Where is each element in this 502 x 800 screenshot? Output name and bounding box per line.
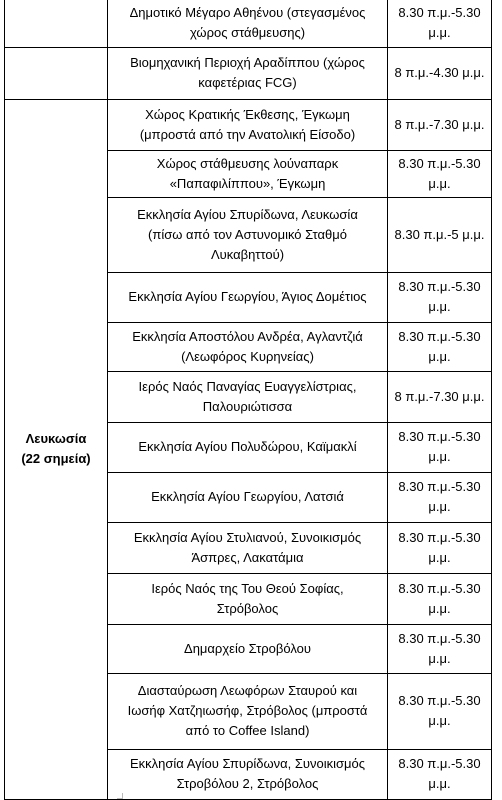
hours-line: 8.30 π.μ.-5.30 <box>398 630 481 646</box>
location-cell <box>108 624 388 673</box>
hours-line: 8.30 π.μ.-5 μ.μ. <box>394 226 485 242</box>
hours-line: μ.μ. <box>428 499 451 514</box>
location-line: Διασταύρωση Λεωφόρων Σταυρού και <box>137 683 358 698</box>
location-line: Ιερός Ναός Παναγίας Ευαγγελίστριας, <box>138 378 357 394</box>
location-cell <box>108 573 388 624</box>
hours-line: μ.μ. <box>428 549 451 565</box>
location-line: Στροβόλου 2, Στρόβολος <box>176 776 319 791</box>
hours-line: μ.μ. <box>428 776 451 791</box>
location-line: Στρόβολος <box>216 600 279 616</box>
hours-line: μ.μ. <box>428 449 451 464</box>
location-line: (Λεωφόρος Κυρηνείας) <box>181 348 314 364</box>
region-cell <box>5 99 108 799</box>
hours-line: 8.30 π.μ.-5.30 <box>398 155 481 171</box>
location-line: (μπροστά από την Ανατολική Είσοδο) <box>139 126 356 142</box>
location-line: από το Coffee Island) <box>185 723 310 738</box>
hours-line: 8.30 π.μ.-5.30 <box>398 529 481 545</box>
location-line: καφετέριας FCG) <box>198 75 297 90</box>
hours-line: 8.30 π.μ.-5.30 <box>398 429 481 444</box>
table-body <box>5 0 492 799</box>
location-cell <box>108 47 388 99</box>
location-cell <box>108 272 388 322</box>
location-cell <box>108 99 388 150</box>
location-line: «Παπαφιλίππου», Έγκωμη <box>169 175 326 191</box>
location-line: Εκκλησία Αγίου Στυλιανού, Συνοικισμός <box>133 529 362 545</box>
hours-cell <box>388 150 492 197</box>
region-count: (22 σημεία) <box>21 451 91 466</box>
voting-locations-table <box>4 0 492 800</box>
location-line: Εκκλησία Αγίου Πολυδώρου, Καϊμακλί <box>138 439 357 454</box>
table-row <box>5 0 492 47</box>
hours-cell <box>388 624 492 673</box>
hours-cell <box>388 472 492 522</box>
hours-cell <box>388 272 492 322</box>
location-line: Βιομηχανική Περιοχή Αραδίππου (χώρος <box>130 55 365 70</box>
hours-cell <box>388 673 492 749</box>
hours-line: 8 π.μ.-4.30 μ.μ. <box>394 65 485 80</box>
hours-line: μ.μ. <box>428 650 451 666</box>
hours-line: 8.30 π.μ.-5.30 <box>398 580 481 596</box>
location-line: Εκκλησία Αγίου Γεωργίου, Άγιος Δομέτιος <box>128 289 367 304</box>
hours-cell <box>388 322 492 371</box>
location-cell <box>108 197 388 272</box>
location-cell <box>108 371 388 422</box>
location-cell <box>108 749 388 799</box>
hours-line: 8.30 π.μ.-5.30 <box>398 279 481 294</box>
table-row <box>5 99 492 150</box>
region-cell-previous <box>5 47 108 99</box>
location-line: Εκκλησία Αγίου Σπυρίδωνα, Συνοικισμός <box>129 756 366 771</box>
location-line: Ιερός Ναός της Του Θεού Σοφίας, <box>151 580 344 596</box>
hours-line: 8.30 π.μ.-5.30 <box>398 328 481 344</box>
hours-line: μ.μ. <box>428 713 451 728</box>
location-line: Ιωσήφ Χατζηιωσήφ, Στρόβολος (μπροστά <box>127 703 368 718</box>
hours-cell <box>388 99 492 150</box>
location-line: Παλουριώτισσα <box>202 398 293 414</box>
table-row <box>5 47 492 99</box>
hours-line: μ.μ. <box>428 175 451 191</box>
location-cell <box>108 472 388 522</box>
hours-line: 8 π.μ.-7.30 μ.μ. <box>394 116 485 132</box>
location-line: Λυκαβηττού) <box>210 246 285 262</box>
hours-line: 8 π.μ.-7.30 μ.μ. <box>394 388 485 404</box>
region-cell-previous <box>5 0 108 47</box>
location-line: χώρος στάθμευσης) <box>189 25 306 41</box>
location-cell <box>108 0 388 47</box>
hours-line: μ.μ. <box>428 299 451 314</box>
location-cell <box>108 150 388 197</box>
region-name: Λευκωσία <box>25 431 87 446</box>
hours-cell <box>388 522 492 573</box>
hours-cell <box>388 371 492 422</box>
location-line: Εκκλησία Αγίου Σπυρίδωνα, Λευκωσία <box>137 206 358 222</box>
hours-cell <box>388 749 492 799</box>
location-cell <box>108 522 388 573</box>
location-line: Εκκλησία Αγίου Γεωργίου, Λατσιά <box>151 489 344 504</box>
hours-cell <box>388 0 492 47</box>
location-cell <box>108 673 388 749</box>
location-cell <box>108 422 388 472</box>
location-line: Εκκλησία Αποστόλου Ανδρέα, Αγλαντζιά <box>132 328 363 344</box>
hours-cell <box>388 422 492 472</box>
location-cell <box>108 322 388 371</box>
paragraph-mark <box>117 793 123 799</box>
hours-cell <box>388 573 492 624</box>
location-line: Χώρος Κρατικής Έκθεσης, Έγκωμη <box>145 106 350 122</box>
hours-line: 8.30 π.μ.-5.30 <box>398 756 481 771</box>
hours-line: 8.30 π.μ.-5.30 <box>398 5 481 21</box>
hours-cell <box>388 47 492 99</box>
hours-cell <box>388 197 492 272</box>
location-line: Δημοτικό Μέγαρο Αθηένου (στεγασμένος <box>129 5 366 21</box>
location-line: (πίσω από τον Αστυνομικό Σταθμό <box>148 226 347 242</box>
hours-line: μ.μ. <box>428 600 451 616</box>
hours-line: 8.30 π.μ.-5.30 <box>398 479 481 494</box>
location-line: Άσπρες, Λακατάμια <box>191 549 304 565</box>
location-line: Δημαρχείο Στροβόλου <box>184 640 311 656</box>
hours-line: μ.μ. <box>428 348 451 364</box>
hours-line: 8.30 π.μ.-5.30 <box>398 693 481 708</box>
location-line: Χώρος στάθμευσης λούναπαρκ <box>156 155 339 171</box>
hours-line: μ.μ. <box>428 25 451 41</box>
